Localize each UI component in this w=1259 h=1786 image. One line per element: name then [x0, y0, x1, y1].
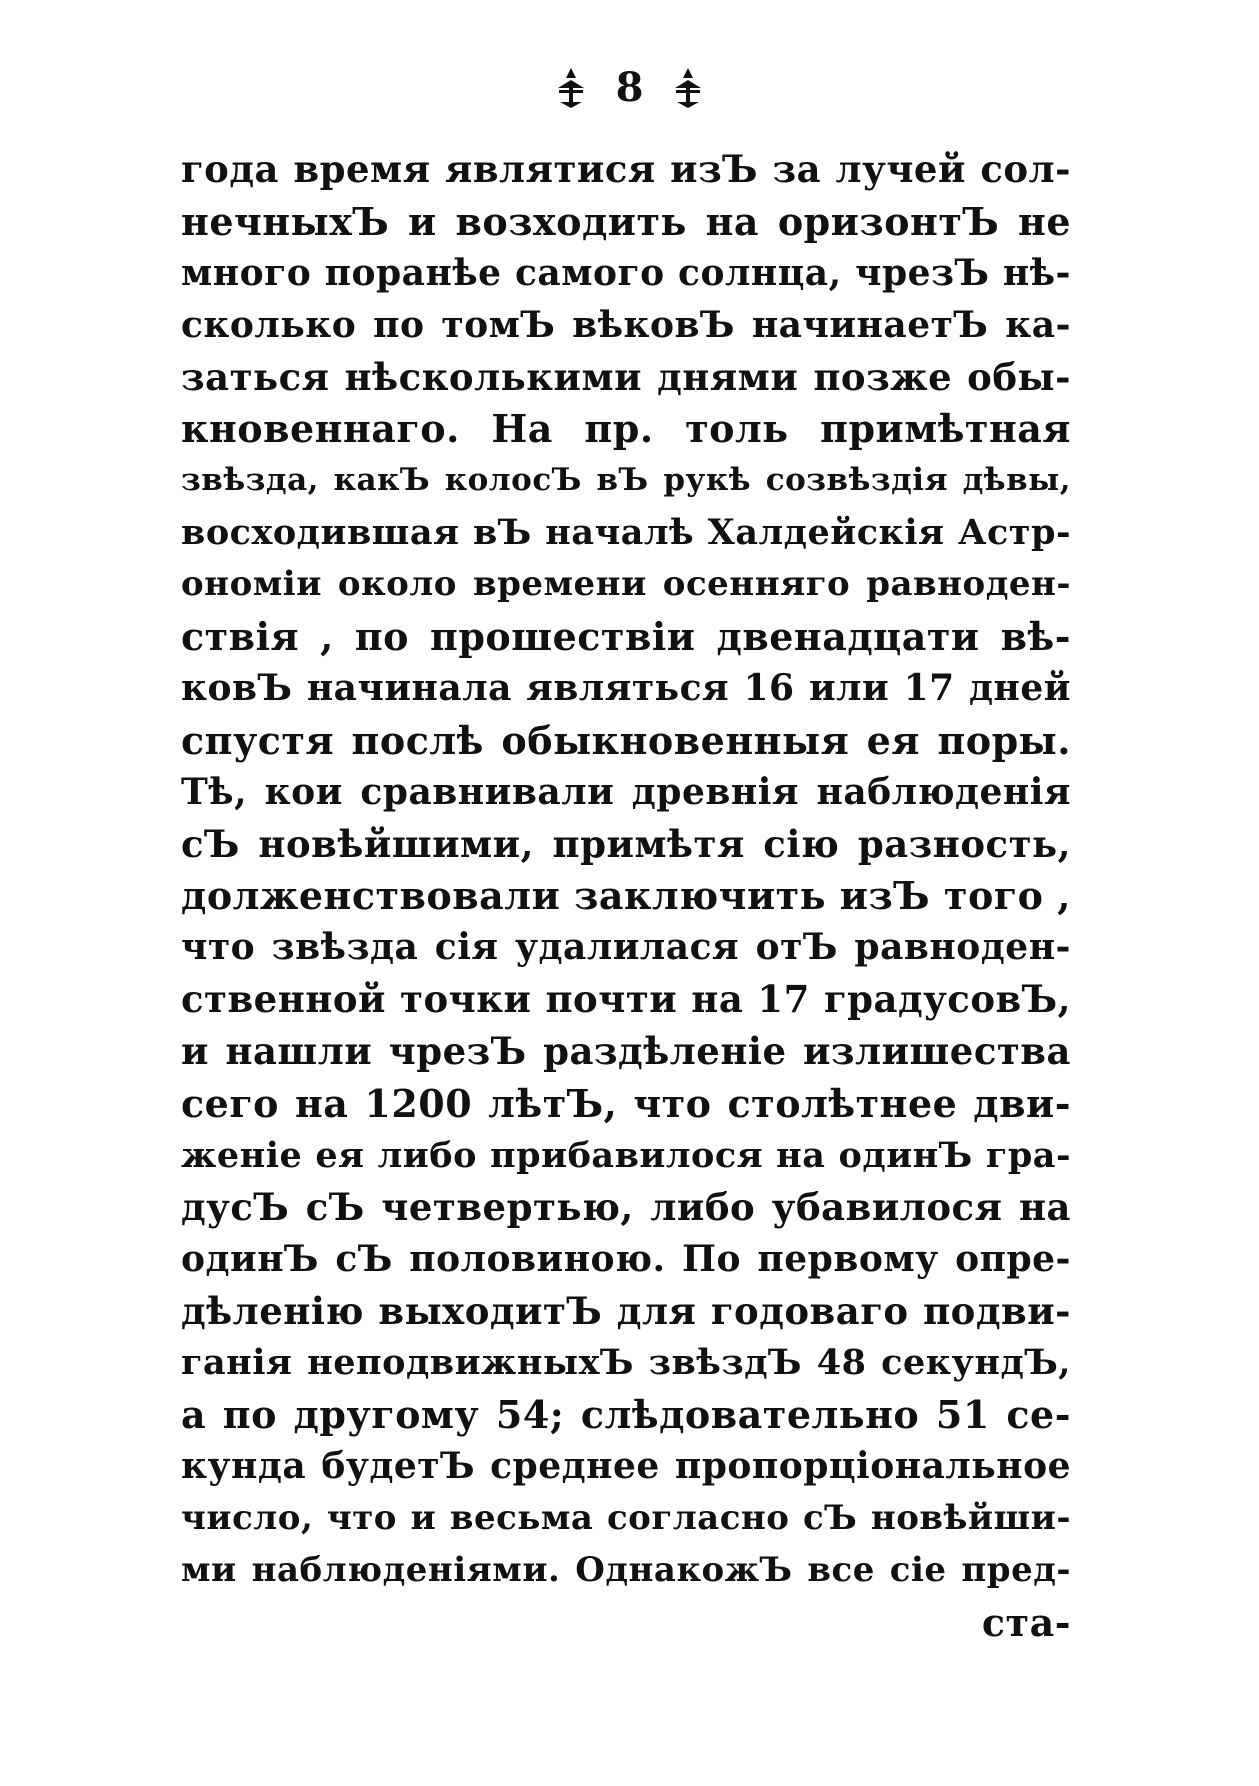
text-line: сЪ новѣйшими, примѣтя сію разность,: [181, 821, 1071, 866]
fleuron-icon: [671, 66, 705, 110]
text-line: сколько по томЪ вѣковЪ начинаетЪ ка-: [181, 303, 1071, 346]
text-line: кунда будетЪ среднее пропорціональное: [181, 1445, 1071, 1488]
text-line: восходившая вЪ началѣ Халдейскія Астр-: [181, 512, 1071, 554]
text-line: Тѣ, кои сравнивали древнія наблюденія: [181, 770, 1071, 813]
text-line: долженствовали заключить изЪ того ,: [181, 873, 1071, 919]
page-header: [0, 58, 1259, 118]
text-line: ственной точки почти на 17 градусовЪ,: [181, 977, 1071, 1022]
text-line: а по другому 54; слѣдовательно 51 се-: [181, 1392, 1071, 1438]
text-line: ганія неподвижныхЪ звѣздЪ 48 секундЪ,: [181, 1342, 1071, 1384]
text-line: звѣзда, какЪ колосЪ вЪ рукѣ созвѣздія дѣвы,: [181, 462, 1071, 499]
text-line: дусЪ сЪ четвертью, либо убавилося на: [181, 1184, 1071, 1229]
catchword: ста-: [981, 1599, 1071, 1645]
text-line: много поранѣе самого солнца, чрезЪ нѣ-: [181, 251, 1071, 294]
text-line: нечныхЪ и возходить на оризонтЪ не: [181, 198, 1071, 244]
text-line: женіе ея либо прибавилося на одинЪ гра-: [181, 1134, 1071, 1176]
text-line: спустя послѣ обыкновенныя ея поры.: [181, 717, 1071, 763]
text-line: ономіи около времени осенняго равноден-: [181, 564, 1071, 605]
text-line: дѣленію выходитЪ для годоваго подви-: [181, 1288, 1071, 1333]
text-line: ковЪ начинала являться 16 или 17 дней: [181, 666, 1071, 709]
text-line: ствія , по прошествіи двенадцати вѣ-: [181, 614, 1071, 660]
text-line: одинЪ сЪ половиною. По первому опре-: [181, 1237, 1071, 1280]
body-text: [181, 144, 1071, 1649]
text-line: года время являтися изЪ за лучей сол-: [181, 147, 1071, 191]
text-line: заться нѣсколькими днями позже обы-: [181, 354, 1071, 399]
text-line: что звѣзда сія удалилася отЪ равноден-: [181, 926, 1071, 969]
text-line: число, что и весьма согласно сЪ новѣйши-: [181, 1498, 1071, 1539]
page-number: 8: [615, 64, 644, 111]
text-line: кновеннаго. На пр. толь примѣтная: [181, 406, 1071, 452]
text-line: и нашли чрезЪ раздѣленіе излишества: [181, 1029, 1071, 1074]
fleuron-icon: [554, 66, 588, 110]
text-line: ми наблюденіями. ОднакожЪ все сіе пред-: [181, 1550, 1071, 1591]
text-line: сего на 1200 лѣтЪ, что столѣтнее дви-: [181, 1081, 1071, 1127]
